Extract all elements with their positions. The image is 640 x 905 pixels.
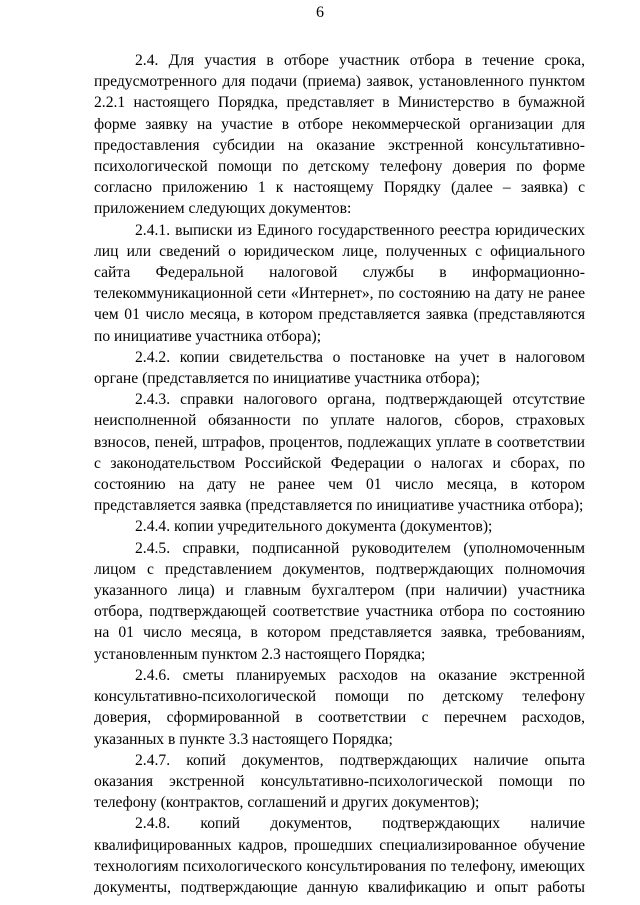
paragraph-2-4-8: 2.4.8. копий документов, подтверждающих наличие квалифицированных кадров, прошедших специализированное обучение технологиям психологического консультирования по телефону, имеющих документы, подтверждающие данную квалификацию и опыт работы (94, 815, 585, 896)
paragraph-2-4: 2.4. Для участия в отборе участник отбора в течение срока, предусмотренного для подачи (приема) заявок, установленного пунктом 2.2.1 настоящего Порядка, представляет в Министерство в бумажной форме заявку на участие в отборе некоммерческой организации для предоставления субсидии на оказание экстренной консультативно-психологической помощи по детскому телефону доверия по форме согласно приложению 1 к настоящему Порядку (далее – заявка) с приложением следующих документов: (94, 52, 585, 218)
page-number: 6 (316, 4, 324, 21)
paragraph-2-4-7: 2.4.7. копий документов, подтверждающих наличие опыта оказания экстренной консультативно-психологической помощи по телефону (контрактов, соглашений и других документов); (94, 751, 585, 812)
paragraph-2-4-5: 2.4.5. справки, подписанной руководителем (уполномоченным лицом с представлением документов, подтверждающих полномочия указанного лица) и главным бухгалтером (при наличии) участника отбора, подтверждающей соответствие участника отбора по состоянию на 01 число месяца, в котором представляется заявка, требованиям, установленным пунктом 2.3 настоящего Порядка; (94, 539, 585, 663)
paragraph-2-4-6: 2.4.6. сметы планируемых расходов на оказание экстренной консультативно-психологической помощи по детскому телефону доверия, сформированной в соответствии с перечнем расходов, указанных в пункте 3.3 настоящего Порядка; (94, 666, 585, 748)
document-body (94, 50, 585, 898)
paragraph-2-4-4: 2.4.4. копии учредительного документа (документов); (135, 518, 493, 536)
paragraph-2-4-3: 2.4.3. справки налогового органа, подтверждающей отсутствие неисполненной обязанности по уплате налогов, сборов, страховых взносов, пеней, штрафов, процентов, подлежащих уплате в соответствии с законодательством Российской Федерации о налогах и сборах, по состоянию на дату не ранее чем 01 число месяца, в котором представляется заявка (представляется по инициативе участника отбора); (94, 391, 585, 515)
paragraph-2-4-1: 2.4.1. выписки из Единого государственного реестра юридических лиц или сведений о юридическом лице, полученных с официального сайта Федеральной налоговой службы в информационно-телекоммуникационной сети «Интернет», по состоянию на дату не ранее чем 01 число месяца, в котором представляется заявка (представляются по инициативе участника отбора); (94, 221, 585, 345)
paragraph-2-4-2: 2.4.2. копии свидетельства о постановке на учет в налоговом органе (представляется по инициативе участника отбора); (94, 348, 585, 388)
